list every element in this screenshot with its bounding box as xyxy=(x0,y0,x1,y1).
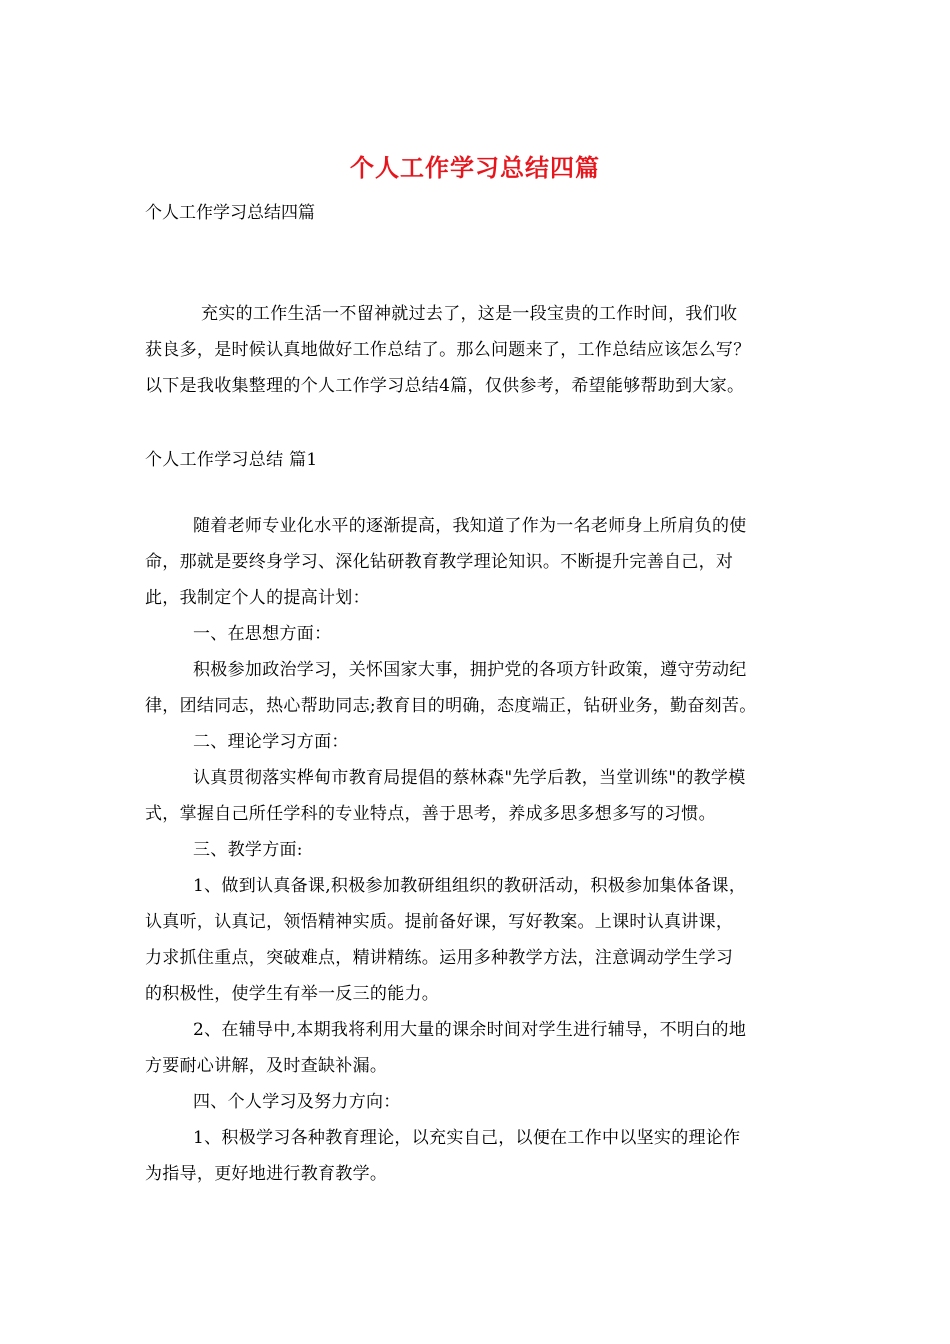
body-line: 为指导，更好地进行教育教学。 xyxy=(145,1164,388,1184)
body-line: 认真贯彻落实桦甸市教育局提倡的蔡林森"先学后教，当堂训练"的教学模 xyxy=(193,768,746,788)
body-line: 律，团结同志，热心帮助同志;教育目的明确，态度端正，钻研业务，勤奋刻苦。 xyxy=(145,696,757,716)
body-line: 式，掌握自己所任学科的专业特点，善于思考，养成多思多想多写的习惯。 xyxy=(145,804,716,824)
intro-line: 获良多，是时候认真地做好工作总结了。那么问题来了，工作总结应该怎么写？ xyxy=(145,340,751,360)
document-subtitle: 个人工作学习总结四篇 xyxy=(145,203,315,223)
body-line: 命，那就是要终身学习、深化钻研教育教学理论知识。不断提升完善自己，对 xyxy=(145,552,734,572)
body-line: 此，我制定个人的提高计划： xyxy=(145,588,370,608)
body-heading: 四、个人学习及努力方向： xyxy=(193,1092,401,1112)
body-line: 力求抓住重点，突破难点，精讲精练。运用多种教学方法，注意调动学生学习 xyxy=(145,948,734,968)
body-line: 2、在辅导中,本期我将利用大量的课余时间对学生进行辅导，不明白的地 xyxy=(193,1020,747,1040)
body-line: 方要耐心讲解，及时查缺补漏。 xyxy=(145,1056,388,1076)
body-line: 随着老师专业化水平的逐渐提高，我知道了作为一名老师身上所肩负的使 xyxy=(193,516,747,536)
body-line: 认真听，认真记，领悟精神实质。提前备好课，写好教案。上课时认真讲课， xyxy=(145,912,734,932)
body-heading: 三、教学方面: xyxy=(193,840,303,860)
body-line: 的积极性，使学生有举一反三的能力。 xyxy=(145,984,440,1004)
section-heading: 个人工作学习总结 篇1 xyxy=(145,450,318,470)
intro-line: 充实的工作生活一不留神就过去了，这是一段宝贵的工作时间，我们收 xyxy=(201,304,738,324)
body-heading: 二、理论学习方面： xyxy=(193,732,349,752)
body-line: 1、积极学习各种教育理论，以充实自己，以便在工作中以坚实的理论作 xyxy=(193,1128,741,1148)
intro-line: 以下是我收集整理的个人工作学习总结4篇，仅供参考，希望能够帮助到大家。 xyxy=(145,376,745,396)
intro-paragraph xyxy=(145,296,825,404)
body-line: 1、做到认真备课,积极参加教研组组织的教研活动，积极参加集体备课， xyxy=(193,876,747,896)
document-title: 个人工作学习总结四篇 xyxy=(350,153,600,182)
body-line: 积极参加政治学习，关怀国家大事，拥护党的各项方针政策，遵守劳动纪 xyxy=(193,660,747,680)
body-heading: 一、在思想方面： xyxy=(193,624,332,644)
section-body xyxy=(145,508,825,1192)
